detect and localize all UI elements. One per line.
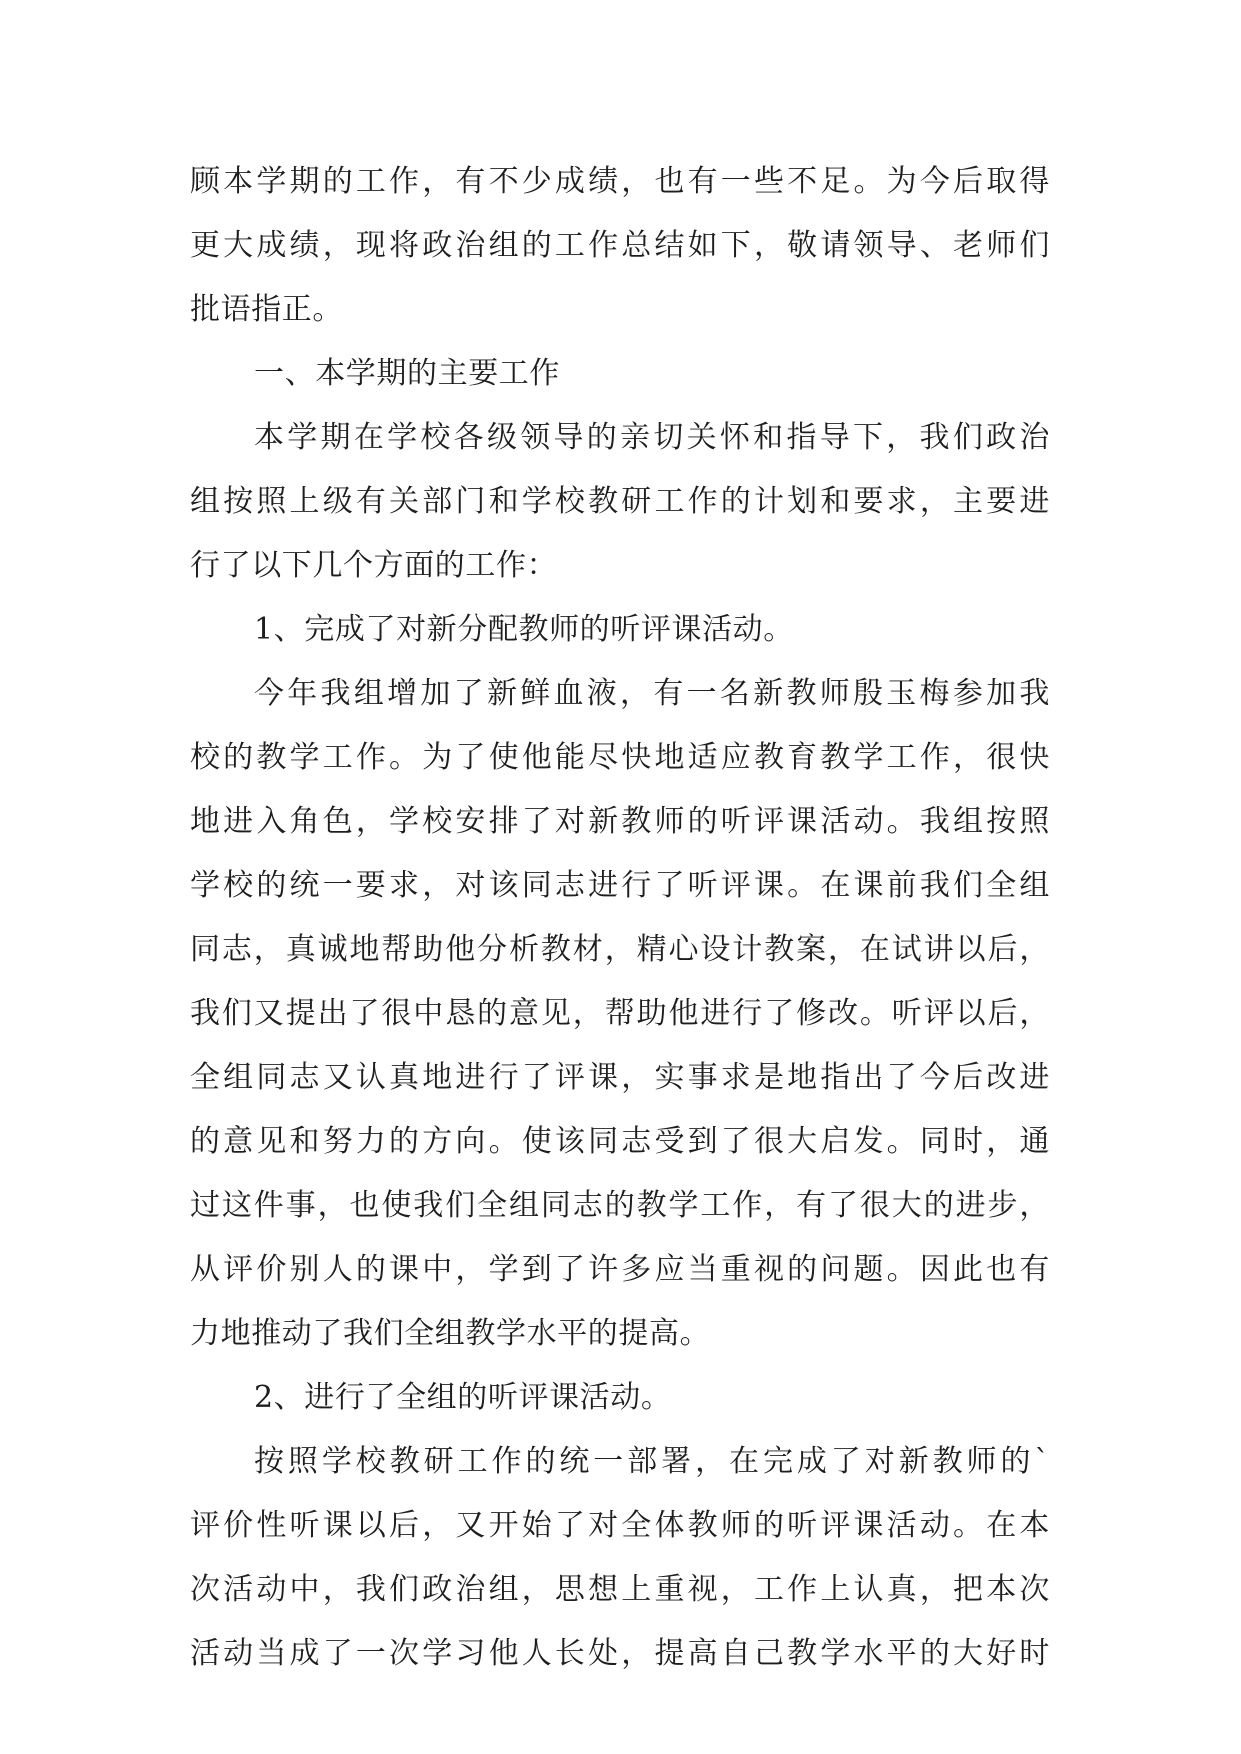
text-line: 同志，真诚地帮助他分析教材，精心设计教案，在试讲以后，	[190, 932, 1050, 967]
text-line: 顾本学期的工作，有不少成绩，也有一些不足。为今后取得	[190, 164, 1050, 199]
subsection-heading: 2、进行了全组的听评课活动。	[254, 1380, 672, 1415]
section-heading: 一、本学期的主要工作	[254, 356, 560, 391]
text-line: 更大成绩，现将政治组的工作总结如下，敬请领导、老师们	[190, 228, 1050, 263]
text-line: 批语指正。	[190, 292, 343, 327]
text-line: 行了以下几个方面的工作：	[190, 548, 558, 583]
text-line: 今年我组增加了新鲜血液，有一名新教师殷玉梅参加我	[254, 676, 1050, 711]
text-line: 校的教学工作。为了使他能尽快地适应教育教学工作，很快	[190, 740, 1050, 775]
text-line: 过这件事，也使我们全组同志的教学工作，有了很大的进步，	[190, 1188, 1050, 1223]
text-line: 组按照上级有关部门和学校教研工作的计划和要求，主要进	[190, 484, 1050, 519]
text-line: 评价性听课以后，又开始了对全体教师的听评课活动。在本	[190, 1508, 1050, 1543]
text-line: 力地推动了我们全组教学水平的提高。	[190, 1316, 711, 1351]
text-line: 的意见和努力的方向。使该同志受到了很大启发。同时，通	[190, 1124, 1050, 1159]
text-line: 次活动中，我们政治组，思想上重视，工作上认真，把本次	[190, 1572, 1050, 1607]
text-line: 地进入角色，学校安排了对新教师的听评课活动。我组按照	[190, 804, 1050, 839]
subsection-heading: 1、完成了对新分配教师的听评课活动。	[254, 612, 794, 647]
text-line: 活动当成了一次学习他人长处，提高自己教学水平的大好时	[190, 1636, 1050, 1671]
text-line: 从评价别人的课中，学到了许多应当重视的问题。因此也有	[190, 1252, 1050, 1287]
text-line: 学校的统一要求，对该同志进行了听评课。在课前我们全组	[190, 868, 1050, 903]
text-line: 本学期在学校各级领导的亲切关怀和指导下，我们政治	[254, 420, 1050, 455]
text-line: 按照学校教研工作的统一部署，在完成了对新教师的`	[254, 1444, 1050, 1479]
document-body	[190, 150, 1050, 1686]
text-line: 我们又提出了很中恳的意见，帮助他进行了修改。听评以后，	[190, 996, 1050, 1031]
text-line: 全组同志又认真地进行了评课，实事求是地指出了今后改进	[190, 1060, 1050, 1095]
